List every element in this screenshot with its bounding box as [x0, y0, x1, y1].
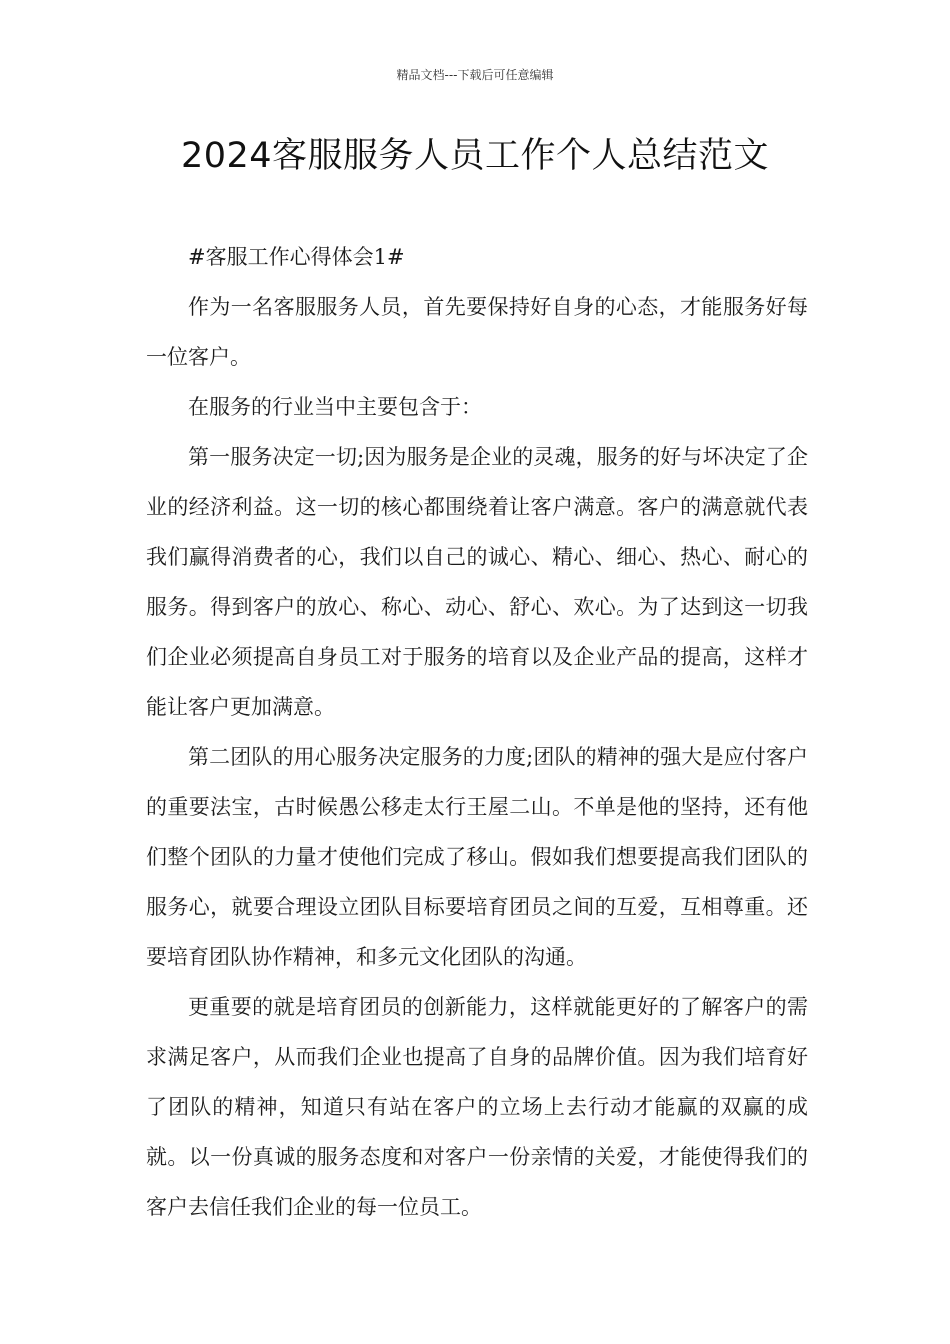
document-body — [146, 232, 808, 1232]
paragraph: 更重要的就是培育团员的创新能力，这样就能更好的了解客户的需求满足客户，从而我们企业也提高了自身的品牌价值。因为我们培育好了团队的精神，知道只有站在客户的立场上去行动才能赢的双赢的成就。以一份真诚的服务态度和对客户一份亲情的关爱，才能使得我们的客户去信任我们企业的每一位员工。 — [146, 995, 808, 1219]
paragraph: 作为一名客服服务人员，首先要保持好自身的心态，才能服务好每一位客户。 — [146, 295, 808, 369]
paragraph: 第二团队的用心服务决定服务的力度;团队的精神的强大是应付客户的重要法宝，古时候愚公移走太行王屋二山。不单是他的坚持，还有他们整个团队的力量才使他们完成了移山。假如我们想要提高我们团队的服务心，就要合理设立团队目标要培育团员之间的互爱，互相尊重。还要培育团队协作精神，和多元文化团队的沟通。 — [146, 745, 808, 969]
header-note: 精品文档---下载后可任意编辑 — [396, 68, 554, 82]
paragraph: 在服务的行业当中主要包含于： — [188, 395, 482, 419]
section-heading: #客服工作心得体会1# — [188, 245, 405, 269]
document-title: 2024客服服务人员工作个人总结范文 — [180, 136, 770, 176]
paragraph: 第一服务决定一切;因为服务是企业的灵魂，服务的好与坏决定了企业的经济利益。这一切的核心都围绕着让客户满意。客户的满意就代表我们赢得消费者的心，我们以自己的诚心、精心、细心、热心、耐心的服务。得到客户的放心、称心、动心、舒心、欢心。为了达到这一切我们企业必须提高自身员工对于服务的培育以及企业产品的提高，这样才能让客户更加满意。 — [146, 445, 808, 719]
